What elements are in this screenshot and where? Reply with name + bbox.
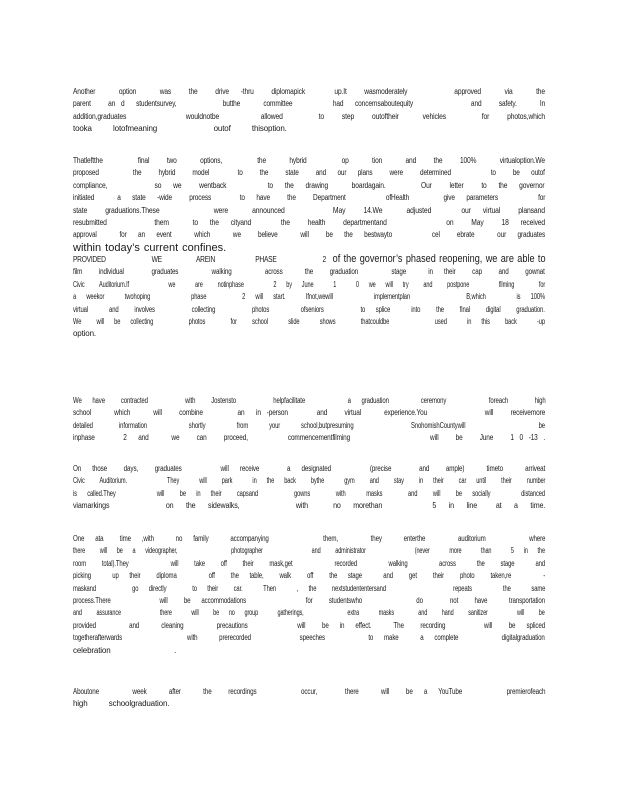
text-line: We have contracted with Jostensto helpfacilitate a graduation ceremony foreach high	[73, 396, 546, 405]
lead-rest-text: of the governor’s phased reopening, we are able to	[325, 253, 546, 265]
text-line: a weekor twohoping phase 2 will start. Ifnot,wewill implementplan B,which is 100%	[73, 292, 545, 302]
text-line: togetherafterwards with prerecorded speeches to make a complete digitalgraduation	[73, 633, 545, 643]
text-line: Civic Auditorium. They will park in the back bythe gym and stay in their car until their number	[73, 476, 546, 486]
text-line: On those days, graduates will receive a designated (precise and ample) timeto arriveat	[73, 464, 546, 473]
text-line-lead	[73, 253, 546, 266]
text-line: initiated a state -wide process to have the Department ofHealth give parameters for	[73, 193, 546, 203]
text-line: One ata time ,with no family accompanying them, they enterthe auditorium where	[73, 534, 546, 543]
text-line: celebration .	[73, 645, 177, 655]
text-line-closing: within today’s current confines.	[73, 241, 227, 254]
text-line: detailed information shortly from your school,butpresuming SnohomishCountywill be	[73, 420, 545, 430]
text-line: Aboutone week after the recordings occur, there will be a YouTube premierofeach	[73, 687, 546, 696]
text-line: compliance, so we wentback to the drawing boardagain. Our letter to the governor	[73, 180, 545, 190]
text-line: there will be a videographer, photographer and administrator (never more than 5 in the	[73, 546, 545, 556]
text-line: maskand go directly to their car. Then , the nextstudententersand repeats the same	[73, 583, 546, 593]
text-line: parent an d studentsurvey, butthe committee had concernsaboutequity and safety. In	[73, 99, 546, 109]
paragraph-arrival	[73, 463, 545, 513]
text-line: picking up their diploma off the table, walk off the stage and get their photo taken,re -	[73, 571, 546, 581]
text-line: resubmitted them to the cityand the health departmentand on May 18 received	[73, 218, 546, 228]
text-line: state graduations.These were announced May 14.We adjusted our virtual plansand	[73, 205, 545, 215]
text-line: Civic Auditorium.If we are notinphase 2 by June 1 0 we will try and postpone filming for	[73, 279, 546, 289]
text-line: high schoolgraduation.	[73, 699, 170, 709]
paragraph-phase-two	[73, 253, 545, 341]
lead-caps-text: PROVIDED WE AREIN PHASE 2	[73, 255, 326, 264]
text-line: Thatleftthe final two options, the hybrid op tion and the 100% virtualoption.We	[73, 156, 545, 165]
text-line: and assurance there will be no group gatherings, extra masks and hand sanitizer will be	[73, 608, 545, 618]
text-line: provided and cleaning precautions will be in effect. The recording will be spliced	[73, 620, 546, 630]
text-line: tooka lotofmeaning outof thisoption.	[73, 124, 287, 134]
text-line: Another option was the drive -thru diplomapick up.It wasmoderately approved via the	[73, 87, 545, 96]
paragraph-hybrid-option	[73, 155, 545, 254]
text-line: inphase 2 and we can proceed, commencementfilming will be June 1 0 -13 .	[73, 433, 546, 443]
text-line: virtual and involves collecting photos ofseniors to splice into the final digital graduation.	[73, 304, 545, 314]
paragraph-procedure	[73, 533, 545, 657]
paragraph-jostens	[73, 395, 545, 445]
text-line: is called.They will be in their capsand gowns with masks and will be socially distanced	[73, 488, 546, 498]
text-line: school which will combine an in -person and virtual experience.You will receivemore	[73, 408, 546, 418]
paragraph-drive-thru-option	[73, 86, 545, 136]
text-line: viamarkings on the sidewalks, with no morethan 5 in line at a time.	[73, 501, 546, 511]
paragraph-youtube-premiere	[73, 686, 545, 711]
text-line: approval for an event which we believe will be the bestwayto cel ebrate our graduates	[73, 230, 546, 240]
text-line: We will be collecting photos for school slide shows thatcouldbe used in this back -up	[73, 317, 545, 327]
text-line: addition,graduates wouldnotbe allowed to step outoftheir vehicles for photos,which	[73, 111, 546, 121]
text-line: proposed the hybrid model to the state and our plans were determined to be outof	[73, 168, 545, 178]
text-line: film individual graduates walking across the graduation stage in their cap and gownat	[73, 267, 545, 277]
text-line: room total).They will take off their mask,get recorded walking across the stage and	[73, 558, 546, 568]
text-line: option.	[73, 329, 96, 339]
text-line: process.There will be accommodations for studentswho do not have transportation	[73, 596, 545, 606]
